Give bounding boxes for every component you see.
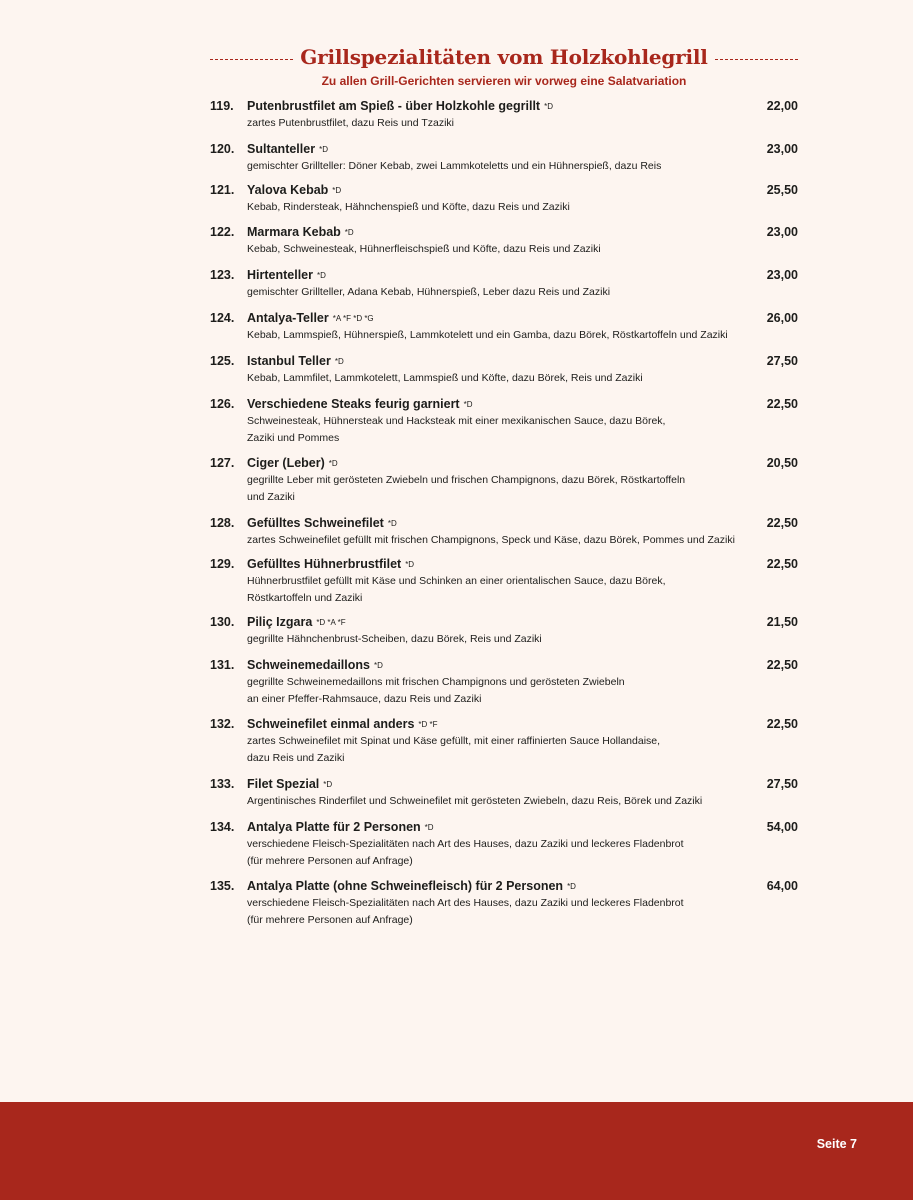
description-line: Kebab, Lammfilet, Lammkotelett, Lammspieß und Köfte, dazu Börek, Reis und Zaziki: [247, 372, 643, 384]
item-name-text: Schweinefilet einmal anders: [247, 717, 415, 731]
item-description: [247, 241, 767, 258]
description-line: gegrillte Schweinemedaillons mit frischen Champignons und gerösteten Zwiebeln: [247, 676, 625, 688]
allergen-tags: *D: [567, 882, 576, 891]
item-name: [247, 556, 414, 573]
item-name-text: Sultanteller: [247, 142, 316, 156]
allergen-tags: *D: [544, 102, 553, 111]
item-description: [247, 895, 767, 929]
item-name-text: Putenbrustfilet am Spieß - über Holzkohle gegrillt: [247, 99, 541, 113]
item-number: 130.: [210, 615, 235, 629]
description-line: Kebab, Schweinesteak, Hühnerfleischspieß und Köfte, dazu Reis und Zaziki: [247, 243, 601, 255]
item-description: [247, 370, 767, 387]
allergen-tags: *D: [332, 186, 342, 195]
allergen-tags: *D: [373, 661, 383, 670]
item-name: [247, 396, 472, 413]
item-description: [247, 199, 767, 216]
description-line: verschiedene Fleisch-Spezialitäten nach Art des Hauses, dazu Zaziki und leckeres Fladenbrot: [247, 838, 684, 850]
page-footer: [0, 1102, 913, 1200]
item-price: 23,00: [766, 225, 798, 239]
description-line: (für mehrere Personen auf Anfrage): [247, 914, 413, 926]
item-name: [247, 182, 341, 199]
item-price: 22,50: [766, 397, 798, 411]
page-number: Seite 7: [816, 1137, 857, 1151]
item-name-text: Filet Spezial: [247, 777, 320, 791]
item-description: [247, 115, 767, 132]
item-number: 135.: [210, 879, 235, 893]
item-description: [247, 733, 767, 767]
allergen-tags: *D: [344, 228, 354, 237]
item-description: [247, 674, 767, 708]
section-subtitle: Zu allen Grill-Gerichten servieren wir vorweg eine Salatvariation: [321, 74, 687, 88]
item-description: [247, 327, 767, 344]
item-description: [247, 472, 767, 506]
description-line: zartes Schweinefilet gefüllt mit frischen Champignons, Speck und Käse, dazu Börek, Pommes und Zaziki: [247, 534, 735, 546]
description-line: an einer Pfeffer-Rahmsauce, dazu Reis und Zaziki: [247, 693, 482, 705]
description-line: und Zaziki: [247, 491, 295, 503]
item-name: [247, 819, 434, 836]
heading-dash-left: [210, 59, 293, 60]
item-price: 21,50: [766, 615, 798, 629]
description-line: gegrillte Hähnchenbrust-Scheiben, dazu Börek, Reis und Zaziki: [247, 633, 542, 645]
item-name-text: Antalya Platte für 2 Personen: [247, 820, 421, 834]
item-number: 133.: [210, 777, 235, 791]
allergen-tags: *D: [387, 519, 397, 528]
item-price: 23,00: [766, 268, 798, 282]
heading-dash-right: [715, 59, 798, 60]
item-name: [247, 776, 332, 793]
allergen-tags: *D: [328, 459, 338, 468]
item-price: 20,50: [766, 456, 798, 470]
item-number: 128.: [210, 516, 235, 530]
item-number: 129.: [210, 557, 235, 571]
description-line: gemischter Grillteller: Döner Kebab, zwei Lammkoteletts und ein Hühnerspieß, dazu Reis: [247, 160, 662, 172]
item-name: [247, 878, 576, 895]
item-name-text: Ciger (Leber): [247, 456, 325, 470]
item-name-text: Schweinemedaillons: [247, 658, 370, 672]
item-name-text: Istanbul Teller: [247, 354, 331, 368]
item-name-text: Antalya Platte (ohne Schweinefleisch) für 2 Personen: [247, 879, 564, 893]
allergen-tags: *D: [323, 780, 333, 789]
item-name-text: Verschiedene Steaks feurig garniert: [247, 397, 460, 411]
description-line: verschiedene Fleisch-Spezialitäten nach Art des Hauses, dazu Zaziki und leckeres Fladenbrot: [247, 897, 684, 909]
allergen-tags: *D: [405, 560, 415, 569]
item-description: [247, 284, 767, 301]
description-line: zartes Schweinefilet mit Spinat und Käse gefüllt, mit einer raffinierten Sauce Hollandaise,: [247, 735, 661, 747]
item-number: 134.: [210, 820, 235, 834]
section-title: Grillspezialitäten vom Holzkohlegrill: [300, 45, 708, 69]
item-price: 27,50: [766, 777, 798, 791]
item-name: [247, 515, 397, 532]
item-name: [247, 716, 438, 733]
item-description: [247, 573, 767, 607]
item-number: 132.: [210, 717, 235, 731]
item-number: 126.: [210, 397, 235, 411]
item-name-text: Gefülltes Schweinefilet: [247, 516, 384, 530]
description-line: gegrillte Leber mit gerösteten Zwiebeln und frischen Champignons, dazu Börek, Röstkartoffeln: [247, 474, 686, 486]
description-line: (für mehrere Personen auf Anfrage): [247, 855, 413, 867]
section-heading: [210, 40, 798, 74]
item-price: 27,50: [766, 354, 798, 368]
item-number: 127.: [210, 456, 235, 470]
item-number: 119.: [210, 99, 234, 113]
item-name: [247, 455, 338, 472]
allergen-tags: *D: [317, 271, 326, 280]
item-price: 22,00: [766, 99, 798, 113]
description-line: Kebab, Lammspieß, Hühnerspieß, Lammkotelett und ein Gamba, dazu Börek, Röstkartoffeln und Zaziki: [247, 329, 728, 341]
item-price: 23,00: [766, 142, 798, 156]
allergen-tags: *D: [424, 823, 434, 832]
item-number: 120.: [210, 142, 235, 156]
item-description: [247, 793, 767, 810]
item-name-text: Antalya-Teller: [247, 311, 329, 325]
item-price: 22,50: [766, 516, 798, 530]
allergen-tags: *D *A *F: [316, 618, 346, 627]
item-price: 64,00: [766, 879, 798, 893]
item-number: 124.: [210, 311, 235, 325]
description-line: Schweinesteak, Hühnersteak und Hacksteak mit einer mexikanischen Sauce, dazu Börek,: [247, 415, 666, 427]
item-name: [247, 141, 328, 158]
description-line: Röstkartoffeln und Zaziki: [247, 592, 363, 604]
item-number: 125.: [210, 354, 235, 368]
allergen-tags: *D *F: [418, 720, 438, 729]
description-line: Argentinisches Rinderfilet und Schweinefilet mit gerösteten Zwiebeln, dazu Reis, Börek und Zaziki: [247, 795, 703, 807]
item-number: 121.: [210, 183, 235, 197]
allergen-tags: *D: [334, 357, 344, 366]
description-line: dazu Reis und Zaziki: [247, 752, 345, 764]
item-name-text: Yalova Kebab: [247, 183, 329, 197]
allergen-tags: *D: [463, 400, 473, 409]
item-description: [247, 158, 767, 175]
item-number: 123.: [210, 268, 235, 282]
item-number: 131.: [210, 658, 235, 672]
item-name-text: Marmara Kebab: [247, 225, 341, 239]
item-description: [247, 532, 767, 549]
description-line: zartes Putenbrustfilet, dazu Reis und Tzaziki: [247, 117, 454, 129]
item-name: [247, 267, 326, 284]
description-line: Kebab, Rindersteak, Hähnchenspieß und Köfte, dazu Reis und Zaziki: [247, 201, 570, 213]
item-price: 25,50: [766, 183, 798, 197]
item-price: 54,00: [766, 820, 798, 834]
item-description: [247, 631, 767, 648]
item-name-text: Gefülltes Hühnerbrustfilet: [247, 557, 402, 571]
item-name: [247, 98, 553, 115]
item-name-text: Piliç Izgara: [247, 615, 313, 629]
item-price: 26,00: [766, 311, 798, 325]
item-name: [247, 657, 383, 674]
item-name: [247, 614, 346, 631]
item-name: [247, 224, 354, 241]
description-line: gemischter Grillteller, Adana Kebab, Hühnerspieß, Leber dazu Reis und Zaziki: [247, 286, 611, 298]
description-line: Hühnerbrustfilet gefüllt mit Käse und Schinken an einer orientalischen Sauce, dazu Börek,: [247, 575, 666, 587]
allergen-tags: *D: [319, 145, 328, 154]
item-name-text: Hirtenteller: [247, 268, 313, 282]
item-number: 122.: [210, 225, 235, 239]
item-description: [247, 836, 767, 870]
item-description: [247, 413, 767, 447]
description-line: Zaziki und Pommes: [247, 432, 340, 444]
item-name: [247, 310, 374, 327]
allergen-tags: *A *F *D *G: [332, 314, 374, 323]
item-name: [247, 353, 344, 370]
item-price: 22,50: [766, 557, 798, 571]
item-price: 22,50: [766, 658, 798, 672]
item-price: 22,50: [766, 717, 798, 731]
